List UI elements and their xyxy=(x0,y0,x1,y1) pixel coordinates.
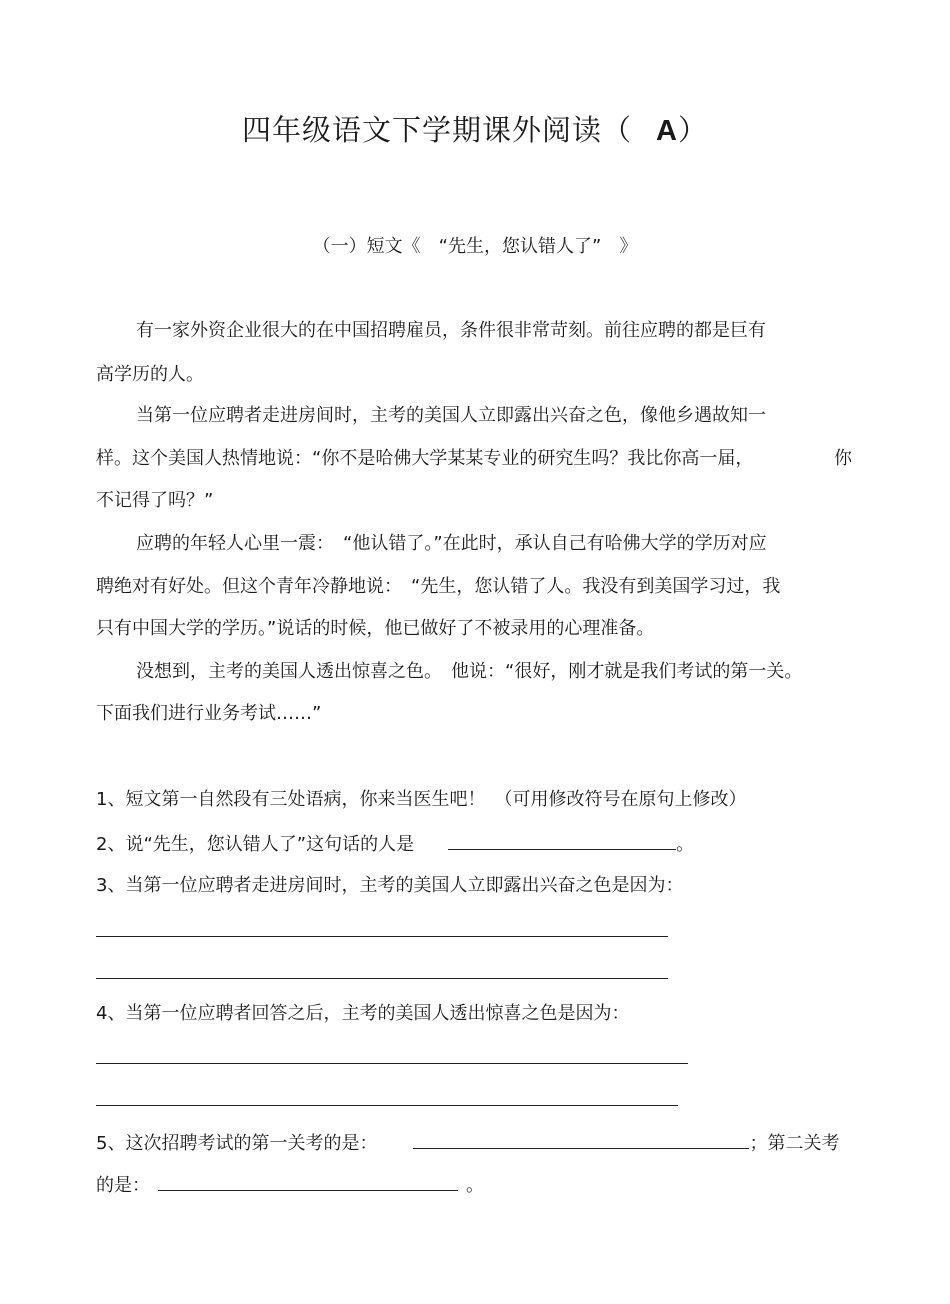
question-5-period: 。 xyxy=(466,1175,484,1196)
question-5-answer-blank-1[interactable] xyxy=(413,1130,749,1149)
passage-p4-line1: 没想到，主考的美国人透出惊喜之色。 他说：“很好，刚才就是我们考试的第一关。 xyxy=(136,661,803,682)
question-3: 3、当第一位应聘者走进房间时，主考的美国人立即露出兴奋之色是因为： xyxy=(96,875,684,896)
passage-p2-line2-end: 你 xyxy=(834,448,852,469)
question-5-second-part: ；第二关考 xyxy=(749,1133,840,1154)
question-4-answer-line-2[interactable] xyxy=(96,1105,678,1106)
passage-p3-line2: 聘绝对有好处。但这个青年冷静地说： “先生，您认错了人。我没有到美国学习过，我 xyxy=(96,576,781,597)
title-main: 四年级语文下学期课外阅读（ xyxy=(242,113,633,147)
passage-p2-line2: 样。这个美国人热情地说：“你不是哈佛大学某某专业的研究生吗？我比你高一届， xyxy=(96,448,754,469)
passage-p1-line2: 高学历的人。 xyxy=(96,364,204,385)
question-5-text: 5、这次招聘考试的第一关考的是： xyxy=(96,1133,378,1154)
question-4: 4、当第一位应聘者回答之后，主考的美国人透出惊喜之色是因为： xyxy=(96,1003,630,1024)
passage-p3-line1: 应聘的年轻人心里一震： “他认错了。”在此时，承认自己有哈佛大学的学历对应 xyxy=(136,533,767,554)
question-3-answer-line-1[interactable] xyxy=(96,936,668,937)
question-5-answer-blank-2[interactable] xyxy=(158,1172,458,1191)
question-4-answer-line-1[interactable] xyxy=(96,1063,688,1064)
question-2-period: 。 xyxy=(676,834,695,855)
title-close: ） xyxy=(677,113,708,147)
passage-p2-line1: 当第一位应聘者走进房间时，主考的美国人立即露出兴奋之色，像他乡遇故知一 xyxy=(136,405,766,426)
question-2-text: 2、说“先生，您认错人了”这句话的人是 xyxy=(96,834,415,855)
question-5-line2-text: 的是： xyxy=(96,1175,150,1196)
question-2 xyxy=(96,831,694,857)
title-letter: A xyxy=(656,115,678,147)
question-1: 1、短文第一自然段有三处语病，你来当医生吧！ （可用修改符号在原句上修改） xyxy=(96,789,747,810)
page-title xyxy=(0,108,950,149)
section-subtitle: （一）短文《 “先生，您认错人了” 》 xyxy=(312,236,638,257)
question-3-answer-line-2[interactable] xyxy=(96,978,668,979)
passage-p3-line3: 只有中国大学的学历。”说话的时候，他已做好了不被录用的心理准备。 xyxy=(96,618,655,639)
question-5 xyxy=(96,1130,839,1156)
passage-p4-line2: 下面我们进行业务考试……” xyxy=(96,703,322,724)
passage-p2-line3: 不记得了吗？” xyxy=(96,490,214,511)
question-2-answer-blank[interactable] xyxy=(448,831,676,850)
passage-p1-line1: 有一家外资企业很大的在中国招聘雇员，条件很非常苛刻。前往应聘的都是巨有 xyxy=(136,320,766,341)
question-5-line2 xyxy=(96,1172,484,1198)
